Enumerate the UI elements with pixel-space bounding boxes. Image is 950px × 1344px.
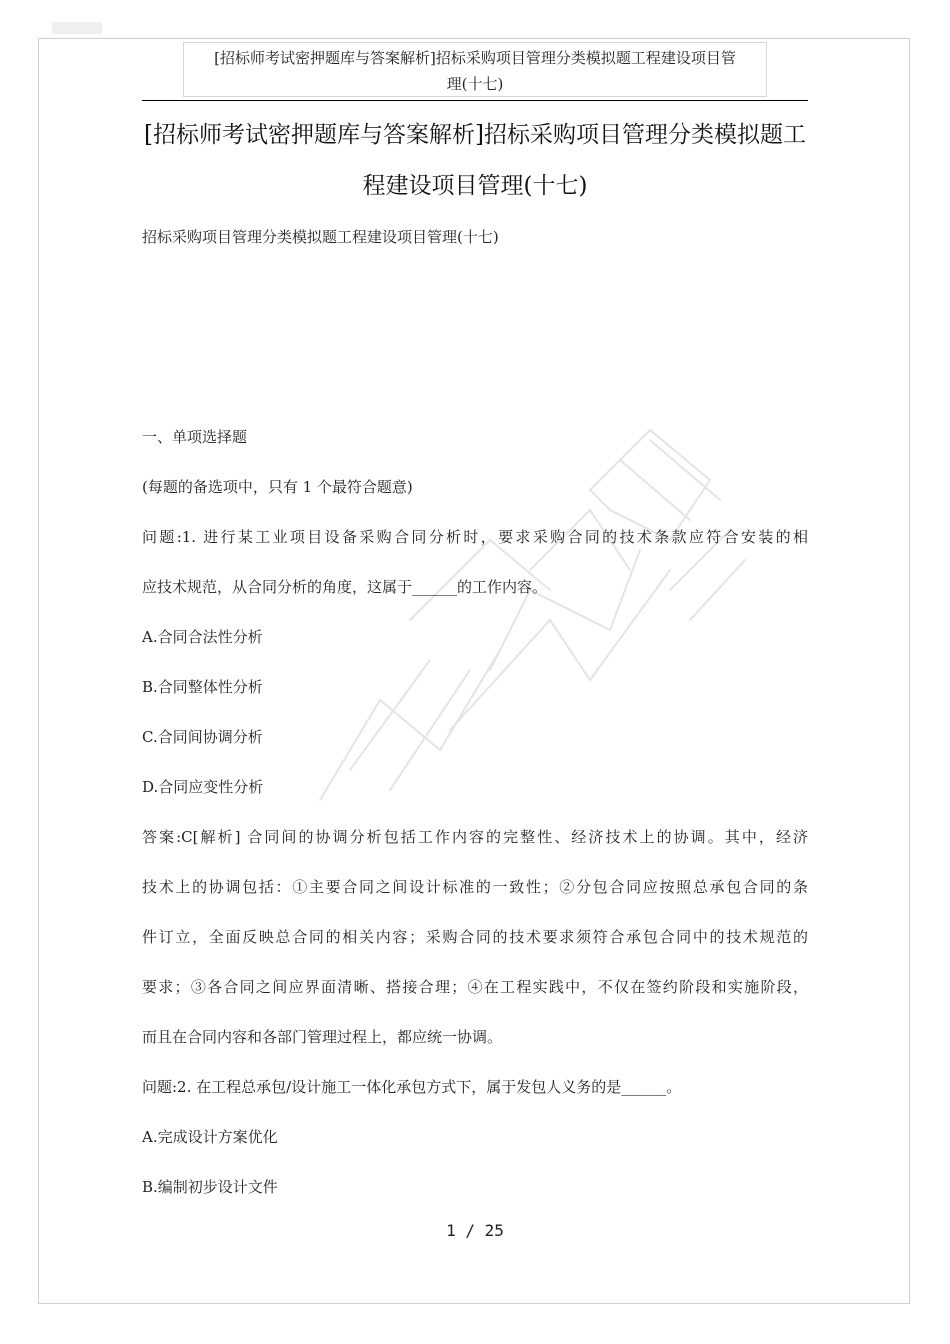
question-2-option-b: B.编制初步设计文件 xyxy=(142,1178,278,1196)
question-1-answer-line-5: 而且在合同内容和各部门管理过程上，都应统一协调。 xyxy=(142,1028,503,1046)
running-header-line-1: [招标师考试密押题库与答案解析]招标采购项目管理分类模拟题工程建设项目管 xyxy=(214,49,736,67)
section-instruction: (每题的备选项中，只有 1 个最符合题意) xyxy=(142,478,413,496)
question-1-option-b: B.合同整体性分析 xyxy=(142,678,263,696)
question-1-answer-line-3: 件订立，全面反映总合同的相关内容；采购合同的技术要求须符合承包合同中的技术规范的 xyxy=(142,928,808,946)
corner-mark xyxy=(52,22,102,34)
document-subtitle: 招标采购项目管理分类模拟题工程建设项目管理(十七) xyxy=(142,228,499,246)
running-header xyxy=(183,42,767,97)
question-1-text-line-2: 应技术规范，从合同分析的角度，这属于______的工作内容。 xyxy=(142,578,548,596)
question-1-option-a: A.合同合法性分析 xyxy=(142,628,263,646)
question-2-text: 问题:2. 在工程总承包/设计施工一体化承包方式下，属于发包人义务的是______。 xyxy=(142,1078,682,1096)
question-1-answer-line-1: 答案:C[解析] 合同间的协调分析包括工作内容的完整性、经济技术上的协调。其中，经济 xyxy=(142,828,808,846)
header-rule xyxy=(142,100,808,101)
question-1-option-d: D.合同应变性分析 xyxy=(142,778,264,796)
section-heading: 一、单项选择题 xyxy=(142,428,248,446)
document-title xyxy=(142,110,808,212)
question-1-answer-line-2: 技术上的协调包括：①主要合同之间设计标准的一致性；②分包合同应按照总承包合同的条 xyxy=(142,878,808,896)
running-header-line-2: 理(十七) xyxy=(446,75,504,93)
question-1-option-c: C.合同间协调分析 xyxy=(142,728,263,746)
question-1-answer-line-4: 要求；③各合同之间应界面清晰、搭接合理；④在工程实践中，不仅在签约阶段和实施阶段， xyxy=(142,978,808,996)
question-1-text-line-1: 问题:1. 进行某工业项目设备采购合同分析时，要求采购合同的技术条款应符合安装的相 xyxy=(142,528,808,546)
page-number: 1 / 25 xyxy=(446,1221,504,1240)
document-title-line-1: [招标师考试密押题库与答案解析]招标采购项目管理分类模拟题工 xyxy=(144,122,806,148)
question-2-option-a: A.完成设计方案优化 xyxy=(142,1128,278,1146)
document-title-line-2: 程建设项目管理(十七) xyxy=(362,173,588,199)
body-text xyxy=(142,422,808,1222)
